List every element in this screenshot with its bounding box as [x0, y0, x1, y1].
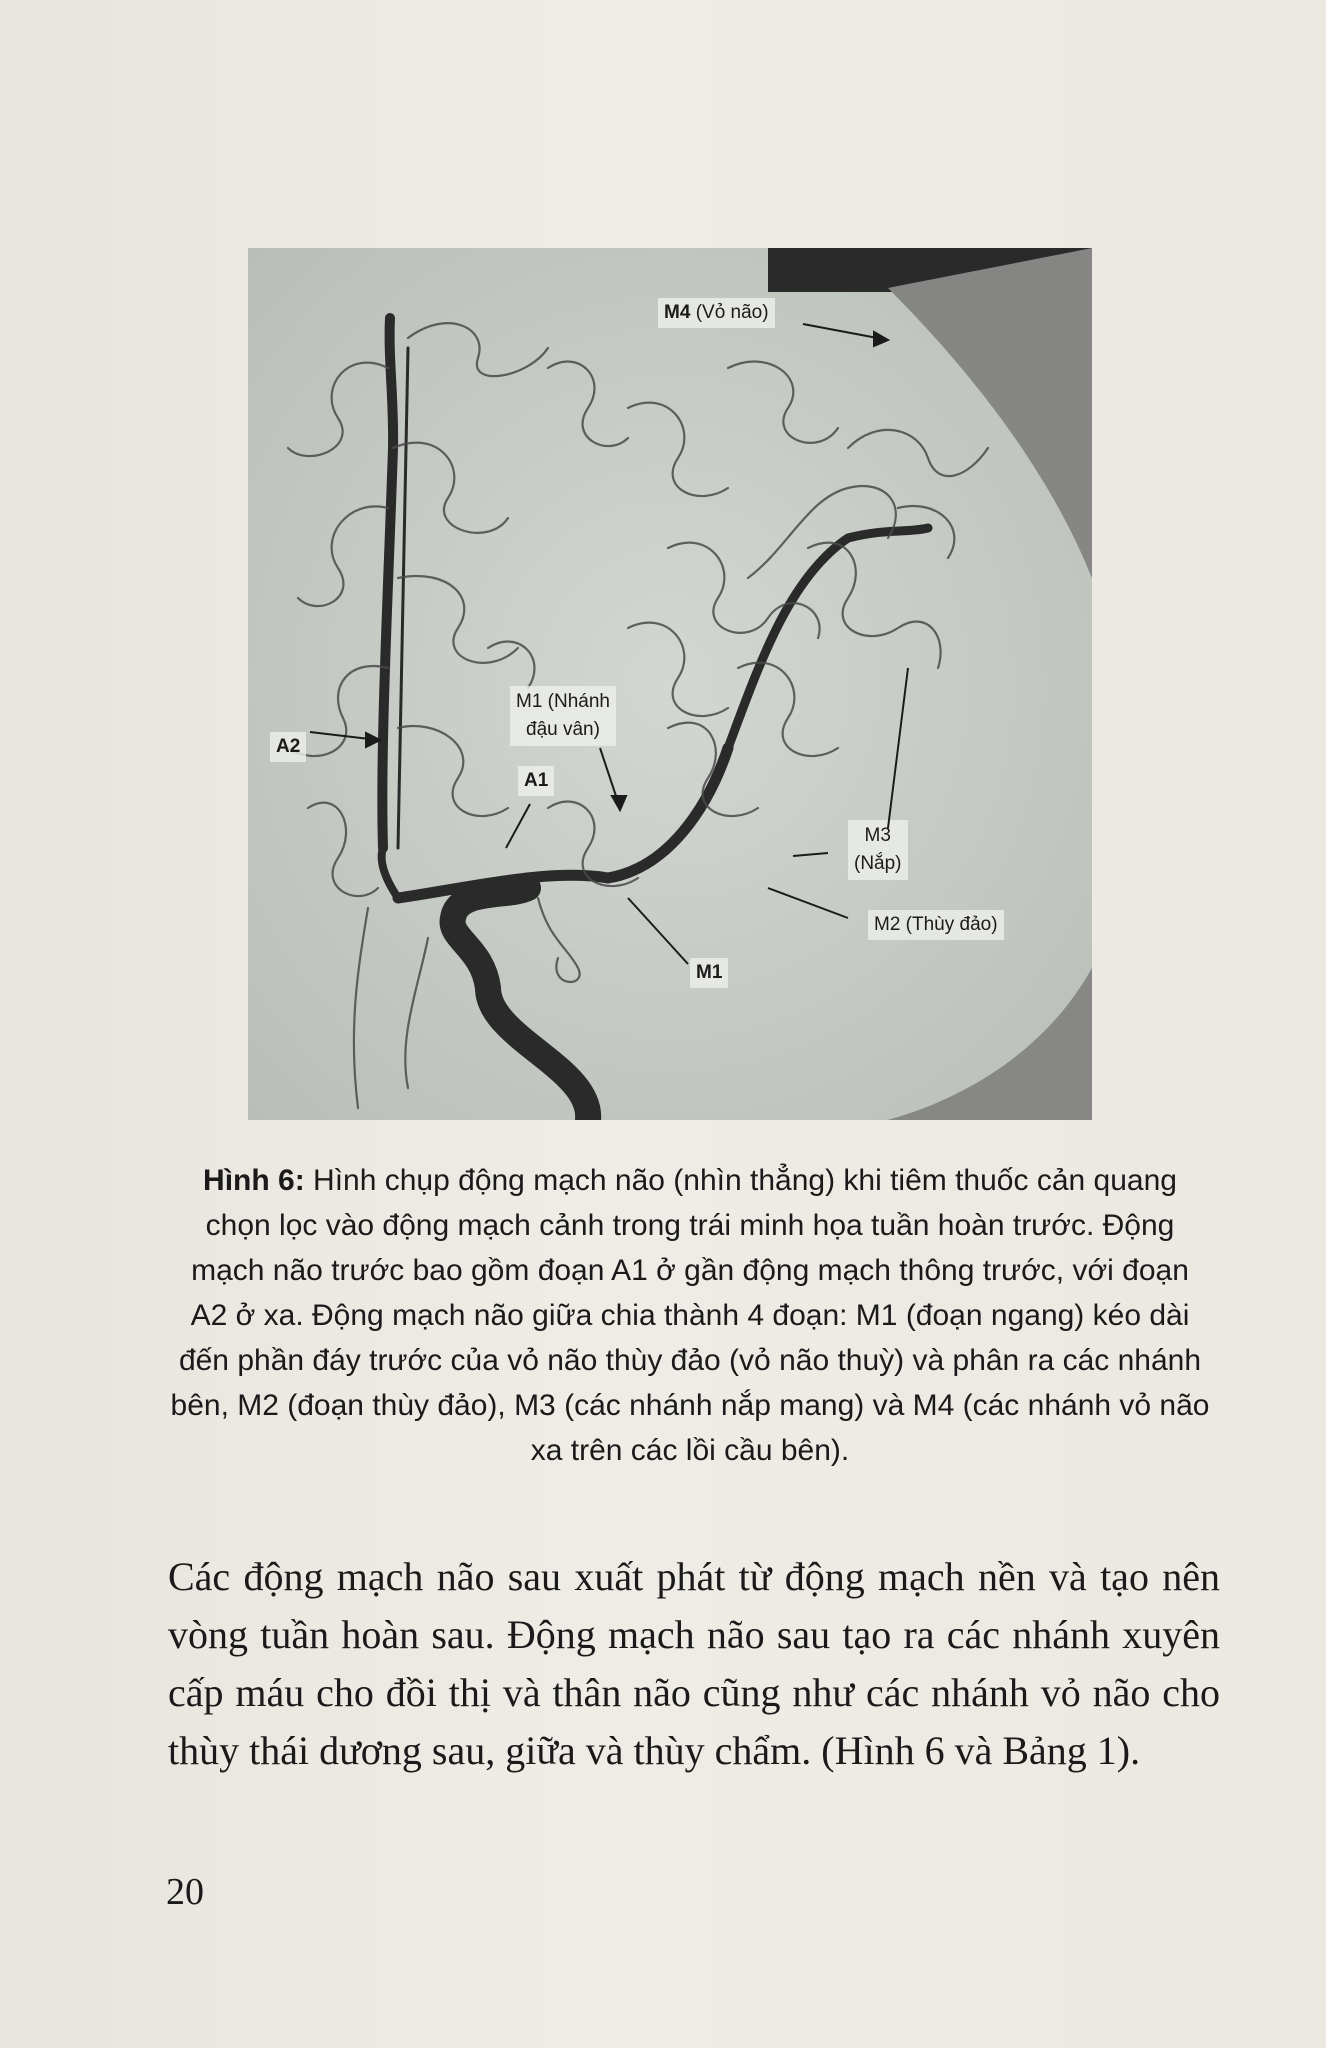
label-m1-branch-line2: đậu vân) — [526, 719, 600, 740]
label-a1-text: A1 — [524, 770, 549, 791]
caption-lead: Hình 6: — [203, 1164, 305, 1197]
label-arrows — [248, 248, 1092, 1120]
figure-caption — [170, 1158, 1210, 1473]
caption-text: Hình chụp động mạch não (nhìn thẳng) khi tiêm thuốc cản quang chọn lọc vào động mạch cảnh trong trái minh họa tuần hoàn trước. Động mạch não trước bao gồm đoạn A1 ở gần động mạch thông trước, với đoạn A2 ở xa. Động mạch não giữa chia thành 4 đoạn: M1 (đoạn ngang) kéo dài đến phần đáy trước của vỏ não thùy đảo (vỏ não thuỳ) và phân ra các nhánh bên, M2 (đoạn thùy đảo), M3 (các nhánh nắp mang) và M4 (các nhánh vỏ não xa trên các lồi cầu bên). — [170, 1164, 1210, 1467]
label-m2-text: M2 (Thùy đảo) — [874, 914, 998, 935]
label-m1-branch-line1: M1 (Nhánh — [516, 691, 610, 712]
label-m4: M4 (Vỏ não) — [658, 298, 775, 328]
angiogram-figure — [248, 248, 1092, 1120]
label-a2-text: A2 — [276, 736, 301, 757]
page-number: 20 — [166, 1871, 204, 1913]
label-m3-line2: (Nắp) — [854, 853, 902, 874]
body-paragraph: Các động mạch não sau xuất phát từ động mạch nền và tạo nên vòng tuần hoàn sau. Động mạch não sau tạo ra các nhánh xuyên cấp máu cho đồi thị và thân não cũng như các nhánh vỏ não cho thùy thái dương sau, giữa và thùy chẩm. (Hình 6 và Bảng 1). — [168, 1554, 1220, 1773]
label-m3-line1: M3 — [864, 825, 891, 846]
label-m4-text: (Vỏ não) — [695, 302, 769, 323]
label-m1-text: M1 — [696, 962, 723, 983]
